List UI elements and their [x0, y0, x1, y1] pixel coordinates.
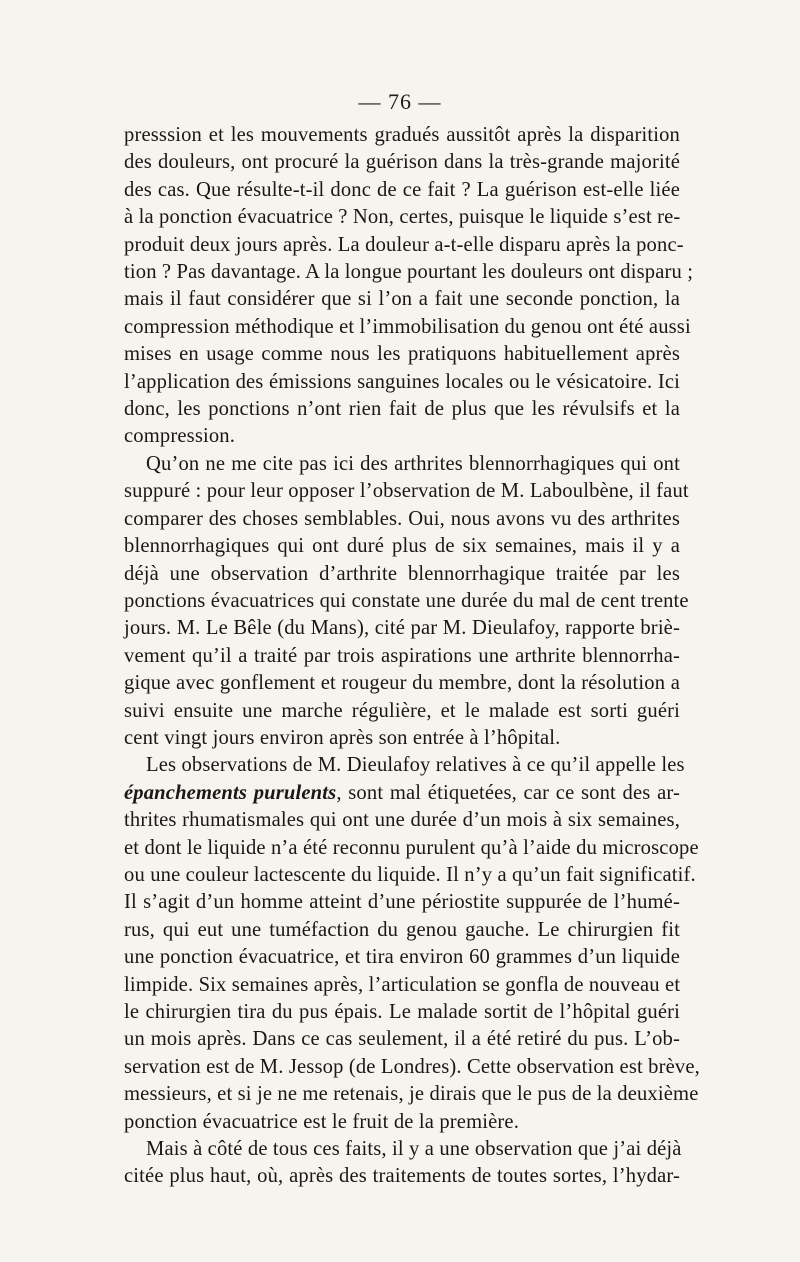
text-line: donc, les ponctions n’ont rien fait de plus que les révulsifs et la — [124, 398, 680, 421]
text-line: tion ? Pas davantage. A la longue pourtant les douleurs ont disparu ; — [124, 261, 694, 284]
text-line: vement qu’il a traité par trois aspirations une arthrite blennorrha- — [124, 644, 680, 667]
body-text — [124, 122, 700, 1191]
text-line: l’application des émissions sanguines locales ou le vésicatoire. Ici — [124, 370, 680, 393]
text-line: comparer des choses semblables. Oui, nous avons vu des arthrites — [124, 507, 680, 530]
text-line: messieurs, et si je ne me retenais, je dirais que le pus de la deuxième — [124, 1083, 699, 1106]
text-line: thrites rhumatismales qui ont une durée d’un mois à six semaines, — [124, 809, 680, 832]
text-line: suivi ensuite une marche régulière, et le malade est sorti guéri — [124, 699, 680, 722]
text-line: et dont le liquide n’a été reconnu purulent qu’à l’aide du microscope — [124, 836, 699, 859]
text-line: gique avec gonflement et rougeur du membre, dont la résolution a — [124, 672, 680, 695]
text-line: rus, qui eut une tuméfaction du genou gauche. Le chirurgien fit — [124, 918, 680, 941]
text-line: jours. M. Le Bêle (du Mans), cité par M. Dieulafoy, rapporte briè- — [124, 617, 680, 640]
text-line: compression. — [124, 425, 236, 448]
text-line: déjà une observation d’arthrite blennorrhagique traitée par les — [124, 562, 680, 585]
text-line: des cas. Que résulte-t-il donc de ce fait ? La guérison est-elle liée — [124, 178, 680, 201]
text-line: servation est de M. Jessop (de Londres). Cette observation est brève, — [124, 1055, 700, 1078]
text-line: mais il faut considérer que si l’on a fait une seconde ponction, la — [124, 288, 680, 311]
text-line: presssion et les mouvements gradués aussitôt après la disparition — [124, 124, 680, 146]
italic-term: épanchements purulents — [124, 781, 337, 804]
paragraph-2 — [124, 451, 689, 752]
text-line: un mois après. Dans ce cas seulement, il a été retiré du pus. L’ob- — [124, 1028, 680, 1051]
text-line: Les observations de M. Dieulafoy relatives à ce qu’il appelle les — [146, 754, 685, 777]
paragraph-4 — [124, 1136, 680, 1191]
text-line: Il s’agit d’un homme atteint d’une périostite suppurée de l’humé- — [124, 891, 680, 914]
paragraph-1 — [124, 122, 694, 451]
text-line: produit deux jours après. La douleur a-t-elle disparu après la ponc- — [124, 233, 684, 256]
text-line: Mais à côté de tous ces faits, il y a une observation que j’ai déjà — [146, 1138, 682, 1161]
text-line: limpide. Six semaines après, l’articulation se gonfla de nouveau et — [124, 973, 681, 996]
text-line-with-italic: épanchements purulents, sont mal étiquetées, car ce sont des ar- — [124, 781, 680, 804]
text-line: des douleurs, ont procuré la guérison dans la très-grande majorité — [124, 151, 680, 174]
text-line: Qu’on ne me cite pas ici des arthrites blennorrhagiques qui ont — [146, 452, 680, 475]
text-line: une ponction évacuatrice, et tira environ 60 grammes d’un liquide — [124, 946, 680, 969]
text-line: compression méthodique et l’immobilisation du genou ont été aussi — [124, 315, 691, 338]
text-line: blennorrhagiques qui ont duré plus de six semaines, mais il y a — [124, 535, 680, 558]
text-line: cent vingt jours environ après son entrée à l’hôpital. — [124, 726, 561, 749]
text-line: le chirurgien tira du pus épais. Le malade sortit de l’hôpital guéri — [124, 1001, 680, 1023]
text-line: ou une couleur lactescente du liquide. Il n’y a qu’un fait significatif. — [124, 863, 696, 886]
text-line: suppuré : pour leur opposer l’observation de M. Laboulbène, il faut — [124, 480, 689, 503]
text-line: citée plus haut, où, après des traitements de toutes sortes, l’hydar- — [124, 1165, 680, 1188]
text-line: à la ponction évacuatrice ? Non, certes, puisque le liquide s’est re- — [124, 206, 681, 229]
text-line: ponction évacuatrice est le fruit de la première. — [124, 1110, 520, 1133]
paragraph-3 — [124, 752, 700, 1136]
page-number: — 76 — — [358, 89, 442, 114]
text-line: mises en usage comme nous les pratiquons habituellement après — [124, 343, 680, 366]
text-line: ponctions évacuatrices qui constate une durée du mal de cent trente — [124, 589, 689, 612]
